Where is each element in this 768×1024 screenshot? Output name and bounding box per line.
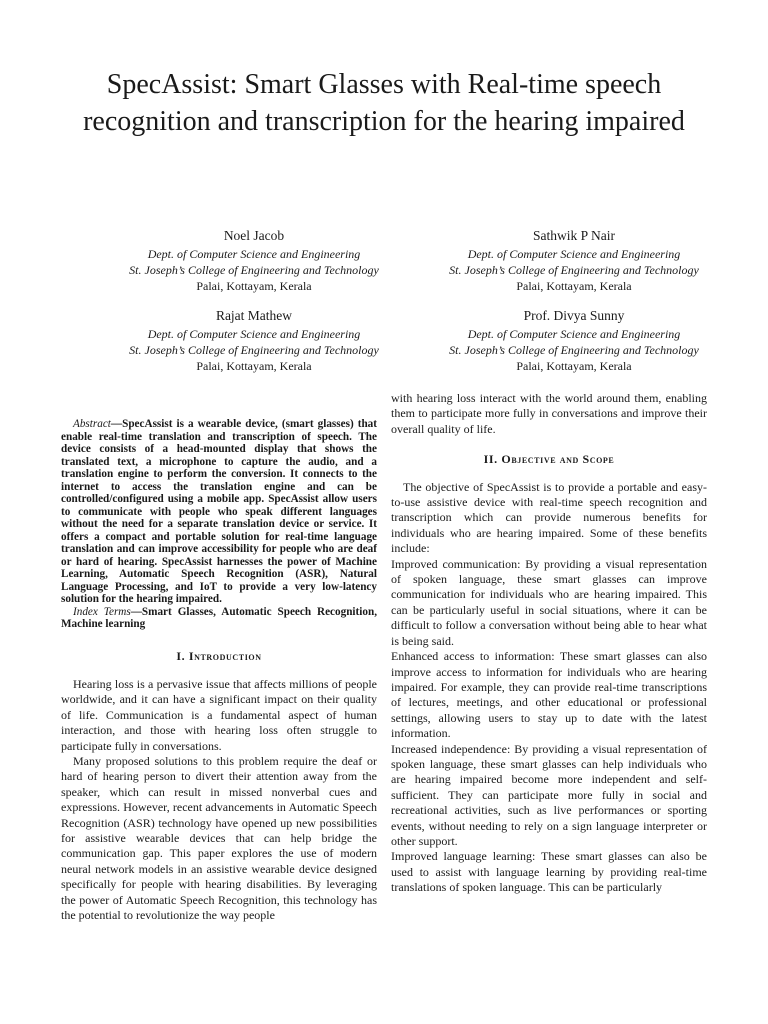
author-location: Palai, Kottayam, Kerala xyxy=(516,359,632,373)
author-block xyxy=(404,308,744,374)
paragraph: The objective of SpecAssist is to provide a portable and easy-to-use assistive device with real-time speech recognition and transcription which can provide numerous benefits for individuals who are hearing impaired. Some of these benefits include: xyxy=(391,479,707,556)
index-terms-text: —Smart Glasses, Automatic Speech Recognition, Machine learning xyxy=(61,605,377,630)
right-column xyxy=(391,391,707,896)
author-location: Palai, Kottayam, Kerala xyxy=(196,359,312,373)
author-block xyxy=(84,228,424,294)
paragraph-continuation: with hearing loss interact with the world around them, enabling them to participate more fully in conversations and improve their overall quality of life. xyxy=(391,391,707,436)
author-name: Sathwik P Nair xyxy=(533,228,615,243)
author-location: Palai, Kottayam, Kerala xyxy=(196,279,312,293)
paragraph: Improved language learning: These smart glasses can also be used to assist with language learning by providing real-time translations of spoken language. This can be particularly xyxy=(391,849,707,895)
author-location: Palai, Kottayam, Kerala xyxy=(516,279,632,293)
abstract-label: Abstract xyxy=(73,418,111,430)
author-institution: St. Joseph’s College of Engineering and Technology xyxy=(129,263,379,277)
index-terms xyxy=(61,606,377,631)
author-name: Prof. Divya Sunny xyxy=(523,308,625,323)
author-institution: St. Joseph’s College of Engineering and Technology xyxy=(129,343,379,357)
paragraph: Increased independence: By providing a visual representation of spoken language, these smart glasses can help individuals who are hearing impaired become more independent and self-sufficient. They can participate more fully in social and recreational activities, such as live performances or sporting events, without needing to rely on a sign language interpreter or other support. xyxy=(391,741,707,848)
left-column xyxy=(61,418,377,923)
paper-title: SpecAssist: Smart Glasses with Real-time speech recognition and transcription for the hearing impaired xyxy=(83,69,685,137)
section-heading-objective-scope: II. Objective and Scope xyxy=(483,452,615,467)
paragraph: Improved communication: By providing a visual representation of spoken language, these smart glasses can improve communication for individuals who are hearing impaired. This can be particularly useful in social situations, where it can be difficult to follow a conversation without being able to hear what is being said. xyxy=(391,556,707,648)
abstract xyxy=(61,418,377,606)
author-name: Noel Jacob xyxy=(223,228,285,243)
author-block xyxy=(404,228,744,294)
author-institution: St. Joseph’s College of Engineering and Technology xyxy=(449,343,699,357)
author-department: Dept. of Computer Science and Engineering xyxy=(467,327,681,341)
author-block xyxy=(84,308,424,374)
author-name: Rajat Mathew xyxy=(215,308,293,323)
index-terms-label: Index Terms xyxy=(73,605,131,618)
paragraph: Many proposed solutions to this problem require the deaf or hard of hearing person to divert their attention away from the speaker, which can result in missed nonverbal cues and expressions. However, recent advancements in Automatic Speech Recognition (ASR) technology have opened up new possibilities for assistive wearable devices that can help bridge the communication gap. This paper explores the use of modern neural network models in an assistive wearable device designed specifically for people with hearing disabilities. By leveraging the power of Automatic Speech Recognition, this technology has the potential to revolutionize the way people xyxy=(61,753,377,922)
abstract-text: —SpecAssist is a wearable device, (smart glasses) that enable real-time translation and transcription of speech. The device consists of a head-mounted display that shows the translated text, a microphone to capture the audio, and a translation engine to perform the conversion. It connects to the internet to access the translation engine and can be controlled/configured using a mobile app. SpecAssist allow users to communicate with people who speak different languages without the need for a separate translation device or service. It offers a compact and portable solution for real-time language translation and can improve accessibility for people who are deaf or hard of hearing. SpecAssist harnesses the power of Machine Learning, Automatic Speech Recognition (ASR), Natural Language Processing, and IoT to provide a very low-latency solution for the hearing impaired. xyxy=(61,418,377,605)
author-institution: St. Joseph’s College of Engineering and Technology xyxy=(449,263,699,277)
section-heading-introduction: I. Introduction xyxy=(176,648,262,663)
author-department: Dept. of Computer Science and Engineering xyxy=(467,247,681,261)
author-department: Dept. of Computer Science and Engineering xyxy=(147,327,361,341)
paragraph: Hearing loss is a pervasive issue that affects millions of people worldwide, and it can have a significant impact on their quality of life. Communication is a fundamental aspect of human interaction, and those with hearing loss often struggle to participate fully in conversations. xyxy=(61,676,377,753)
paragraph: Enhanced access to information: These smart glasses can also improve access to information for individuals who are hearing impaired. For example, they can provide real-time transcriptions of lectures, meetings, and other educational or professional settings, allowing users to stay up to date with the latest information. xyxy=(391,649,707,741)
author-department: Dept. of Computer Science and Engineering xyxy=(147,247,361,261)
